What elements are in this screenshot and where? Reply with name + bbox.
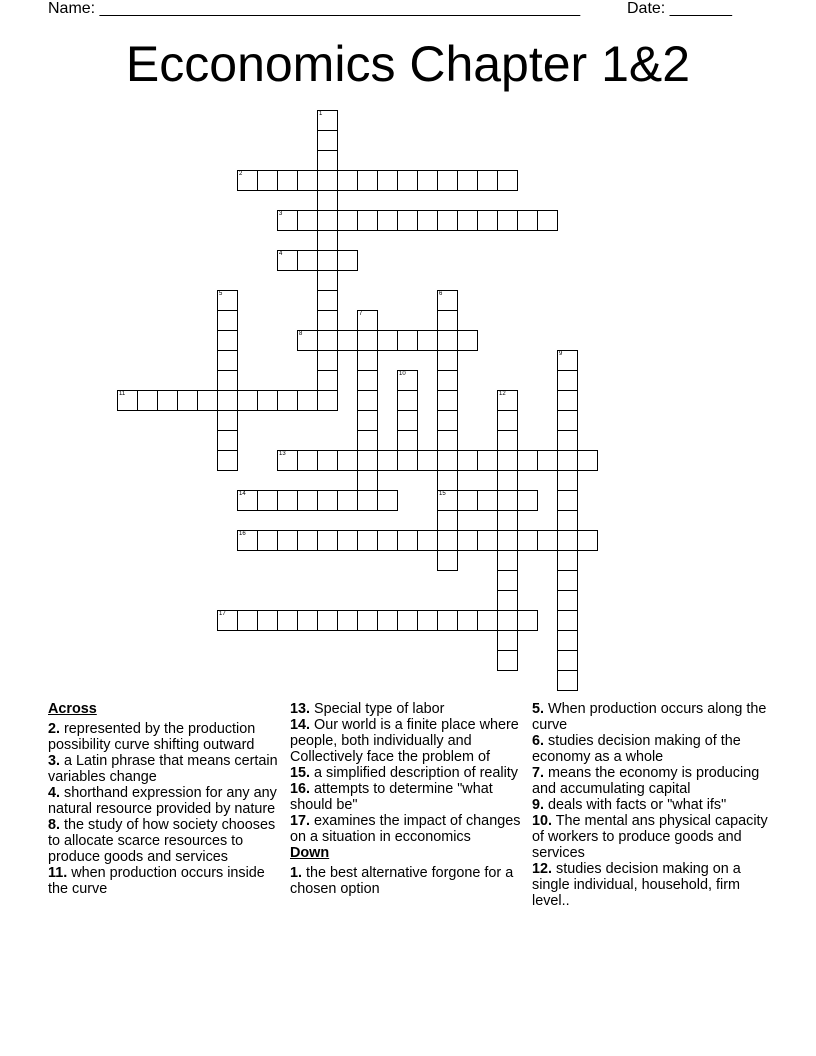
- grid-cell[interactable]: [337, 490, 358, 511]
- grid-cell[interactable]: [517, 210, 538, 231]
- grid-cell[interactable]: [297, 210, 318, 231]
- grid-cell[interactable]: [217, 610, 238, 631]
- grid-cell[interactable]: [477, 450, 498, 471]
- grid-cell[interactable]: [397, 410, 418, 431]
- grid-cell[interactable]: [397, 390, 418, 411]
- grid-cell[interactable]: [437, 370, 458, 391]
- grid-cell[interactable]: [497, 210, 518, 231]
- grid-cell[interactable]: [537, 210, 558, 231]
- clue-number: 3: [279, 211, 283, 217]
- grid-cell[interactable]: [457, 610, 478, 631]
- clue-down-12: 12. studies decision making on a single individual, household, firm level..: [532, 861, 741, 909]
- grid-cell[interactable]: [277, 170, 298, 191]
- grid-cell[interactable]: [497, 630, 518, 651]
- grid-cell[interactable]: [317, 250, 338, 271]
- grid-cell[interactable]: [417, 530, 438, 551]
- grid-cell[interactable]: [397, 170, 418, 191]
- grid-cell[interactable]: [357, 450, 378, 471]
- grid-cell[interactable]: [517, 610, 538, 631]
- grid-cell[interactable]: [557, 530, 578, 551]
- grid-cell[interactable]: [357, 370, 378, 391]
- grid-cell[interactable]: [417, 450, 438, 471]
- grid-cell[interactable]: [237, 490, 258, 511]
- grid-cell[interactable]: [497, 390, 518, 411]
- grid-cell[interactable]: [497, 410, 518, 431]
- clue-number: 1: [319, 111, 323, 117]
- clue-across-8: 8. the study of how society chooses to allocate scarce resources to produce goods and services: [48, 817, 276, 865]
- grid-cell[interactable]: [217, 450, 238, 471]
- grid-cell[interactable]: [437, 610, 458, 631]
- grid-cell[interactable]: [557, 630, 578, 651]
- grid-cell[interactable]: [317, 230, 338, 251]
- grid-cell[interactable]: [497, 510, 518, 531]
- grid-cell[interactable]: [497, 590, 518, 611]
- grid-cell[interactable]: [297, 610, 318, 631]
- grid-cell[interactable]: [317, 310, 338, 331]
- grid-cell[interactable]: [317, 130, 338, 151]
- grid-cell[interactable]: [377, 210, 398, 231]
- grid-cell[interactable]: [437, 310, 458, 331]
- grid-cell[interactable]: [277, 450, 298, 471]
- grid-cell[interactable]: [337, 530, 358, 551]
- grid-cell[interactable]: [497, 530, 518, 551]
- grid-cell[interactable]: [257, 610, 278, 631]
- grid-cell[interactable]: [557, 550, 578, 571]
- grid-cell[interactable]: [437, 330, 458, 351]
- grid-cell[interactable]: [497, 490, 518, 511]
- grid-cell[interactable]: [277, 530, 298, 551]
- grid-cell[interactable]: [457, 450, 478, 471]
- clue-across-2: 2. represented by the production possibility curve shifting outward: [48, 721, 256, 753]
- grid-cell[interactable]: [517, 530, 538, 551]
- grid-cell[interactable]: [437, 390, 458, 411]
- grid-cell[interactable]: [557, 470, 578, 491]
- grid-cell[interactable]: [317, 350, 338, 371]
- clue-number: 9: [559, 351, 563, 357]
- grid-cell[interactable]: [477, 530, 498, 551]
- grid-cell[interactable]: [377, 530, 398, 551]
- grid-cell[interactable]: [257, 390, 278, 411]
- clue-across-11: 11. when production occurs inside the curve: [48, 865, 265, 897]
- grid-cell[interactable]: [557, 370, 578, 391]
- grid-cell[interactable]: [257, 530, 278, 551]
- date-field[interactable]: Date: _______: [627, 0, 732, 17]
- grid-cell[interactable]: [317, 530, 338, 551]
- grid-cell[interactable]: [237, 530, 258, 551]
- grid-cell[interactable]: [437, 550, 458, 571]
- grid-cell[interactable]: [437, 210, 458, 231]
- clue-down-7: 7. means the economy is producing and accumulating capital: [532, 765, 760, 797]
- grid-cell[interactable]: [237, 610, 258, 631]
- grid-cell[interactable]: [317, 610, 338, 631]
- grid-cell[interactable]: [357, 470, 378, 491]
- clue-number: 2: [239, 171, 243, 177]
- grid-cell[interactable]: [357, 490, 378, 511]
- clue-number: 13: [279, 451, 286, 457]
- grid-cell[interactable]: [357, 390, 378, 411]
- grid-cell[interactable]: [537, 530, 558, 551]
- clue-across-16: 16. attempts to determine "what should be": [290, 781, 493, 813]
- grid-cell[interactable]: [437, 510, 458, 531]
- grid-cell[interactable]: [557, 510, 578, 531]
- grid-cell[interactable]: [557, 570, 578, 591]
- grid-cell[interactable]: [337, 250, 358, 271]
- grid-cell[interactable]: [337, 170, 358, 191]
- grid-cell[interactable]: [397, 450, 418, 471]
- grid-cell[interactable]: [177, 390, 198, 411]
- clue-number: 17: [219, 611, 226, 617]
- grid-cell[interactable]: [417, 210, 438, 231]
- grid-cell[interactable]: [317, 330, 338, 351]
- grid-cell[interactable]: [297, 330, 318, 351]
- grid-cell[interactable]: [477, 610, 498, 631]
- grid-cell[interactable]: [457, 490, 478, 511]
- grid-cell[interactable]: [397, 210, 418, 231]
- grid-cell[interactable]: [297, 450, 318, 471]
- grid-cell[interactable]: [577, 530, 598, 551]
- clue-number: 4: [279, 251, 283, 257]
- grid-cell[interactable]: [557, 450, 578, 471]
- grid-cell[interactable]: [357, 330, 378, 351]
- clue-down-1: 1. the best alternative forgone for a chosen option: [290, 865, 514, 897]
- grid-cell[interactable]: [517, 490, 538, 511]
- grid-cell[interactable]: [437, 470, 458, 491]
- grid-cell[interactable]: [197, 390, 218, 411]
- grid-cell[interactable]: [317, 450, 338, 471]
- grid-cell[interactable]: [557, 410, 578, 431]
- grid-cell[interactable]: [437, 170, 458, 191]
- grid-cell[interactable]: [217, 370, 238, 391]
- grid-cell[interactable]: [377, 610, 398, 631]
- grid-cell[interactable]: [317, 290, 338, 311]
- grid-cell[interactable]: [217, 290, 238, 311]
- grid-cell[interactable]: [437, 350, 458, 371]
- grid-cell[interactable]: [297, 390, 318, 411]
- clue-down-9: 9. deals with facts or "what ifs": [532, 797, 727, 813]
- grid-cell[interactable]: [377, 490, 398, 511]
- grid-cell[interactable]: [217, 330, 238, 351]
- down-heading: Down: [290, 845, 330, 861]
- grid-cell[interactable]: [397, 610, 418, 631]
- clues-column-1: [48, 701, 284, 897]
- grid-cell[interactable]: [277, 250, 298, 271]
- clue-across-17: 17. examines the impact of changes on a situation in ecconomics: [290, 813, 521, 845]
- grid-cell[interactable]: [337, 610, 358, 631]
- grid-cell[interactable]: [357, 170, 378, 191]
- grid-cell[interactable]: [217, 350, 238, 371]
- clue-number: 11: [119, 391, 126, 397]
- grid-cell[interactable]: [557, 390, 578, 411]
- grid-cell[interactable]: [557, 610, 578, 631]
- grid-cell[interactable]: [257, 170, 278, 191]
- grid-cell[interactable]: [337, 450, 358, 471]
- grid-cell[interactable]: [297, 530, 318, 551]
- grid-cell[interactable]: [317, 150, 338, 171]
- grid-cell[interactable]: [317, 210, 338, 231]
- grid-cell[interactable]: [297, 170, 318, 191]
- grid-cell[interactable]: [317, 370, 338, 391]
- clue-down-6: 6. studies decision making of the economy as a whole: [532, 733, 741, 765]
- grid-cell[interactable]: [217, 390, 238, 411]
- grid-cell[interactable]: [457, 330, 478, 351]
- grid-cell[interactable]: [397, 430, 418, 451]
- clue-number: 12: [499, 391, 506, 397]
- grid-cell[interactable]: [497, 650, 518, 671]
- grid-cell[interactable]: [557, 350, 578, 371]
- grid-cell[interactable]: [477, 210, 498, 231]
- grid-cell[interactable]: [497, 550, 518, 571]
- grid-cell[interactable]: [517, 450, 538, 471]
- grid-cell[interactable]: [557, 490, 578, 511]
- grid-cell[interactable]: [417, 330, 438, 351]
- clue-number: 5: [219, 291, 223, 297]
- grid-cell[interactable]: [437, 430, 458, 451]
- clues-column-3: [532, 701, 768, 909]
- grid-cell[interactable]: [397, 530, 418, 551]
- clues-column-2: [290, 701, 526, 897]
- grid-cell[interactable]: [437, 410, 458, 431]
- grid-cell[interactable]: [337, 330, 358, 351]
- grid-cell[interactable]: [277, 390, 298, 411]
- grid-cell[interactable]: [557, 430, 578, 451]
- grid-cell[interactable]: [217, 430, 238, 451]
- grid-cell[interactable]: [357, 530, 378, 551]
- grid-cell[interactable]: [437, 490, 458, 511]
- grid-cell[interactable]: [457, 170, 478, 191]
- grid-cell[interactable]: [317, 390, 338, 411]
- clue-down-10: 10. The mental ans physical capacity of workers to produce goods and services: [532, 813, 768, 861]
- grid-cell[interactable]: [357, 410, 378, 431]
- grid-cell[interactable]: [217, 310, 238, 331]
- clue-number: 16: [239, 531, 246, 537]
- grid-cell[interactable]: [377, 170, 398, 191]
- grid-cell[interactable]: [357, 310, 378, 331]
- grid-cell[interactable]: [117, 390, 138, 411]
- clue-number: 6: [439, 291, 443, 297]
- grid-cell[interactable]: [557, 670, 578, 691]
- grid-cell[interactable]: [357, 350, 378, 371]
- clue-number: 7: [359, 311, 363, 317]
- grid-cell[interactable]: [437, 530, 458, 551]
- grid-cell[interactable]: [357, 610, 378, 631]
- grid-cell[interactable]: [297, 250, 318, 271]
- clue-number: 8: [299, 331, 303, 337]
- grid-cell[interactable]: [497, 570, 518, 591]
- grid-cell[interactable]: [457, 530, 478, 551]
- across-heading: Across: [48, 701, 97, 717]
- grid-cell[interactable]: [237, 170, 258, 191]
- grid-cell[interactable]: [237, 390, 258, 411]
- clue-number: 10: [399, 371, 406, 377]
- grid-cell[interactable]: [497, 610, 518, 631]
- clue-down-5: 5. When production occurs along the curve: [532, 701, 767, 733]
- grid-cell[interactable]: [357, 430, 378, 451]
- grid-cell[interactable]: [297, 490, 318, 511]
- grid-cell[interactable]: [317, 270, 338, 291]
- grid-cell[interactable]: [377, 330, 398, 351]
- grid-cell[interactable]: [277, 210, 298, 231]
- clue-across-15: 15. a simplified description of reality: [290, 765, 518, 781]
- clue-across-3: 3. a Latin phrase that means certain variables change: [48, 753, 278, 785]
- puzzle-title: Ecconomics Chapter 1&2: [125, 36, 691, 92]
- grid-cell[interactable]: [437, 290, 458, 311]
- grid-cell[interactable]: [397, 330, 418, 351]
- grid-cell[interactable]: [317, 170, 338, 191]
- grid-cell[interactable]: [317, 490, 338, 511]
- grid-cell[interactable]: [357, 210, 378, 231]
- grid-cell[interactable]: [497, 170, 518, 191]
- grid-cell[interactable]: [557, 650, 578, 671]
- grid-cell[interactable]: [497, 470, 518, 491]
- name-field[interactable]: Name: ______________________________________________________: [48, 0, 581, 17]
- grid-cell[interactable]: [437, 450, 458, 471]
- clue-number: 14: [239, 491, 246, 497]
- grid-cell[interactable]: [417, 170, 438, 191]
- grid-cell[interactable]: [477, 490, 498, 511]
- grid-cell[interactable]: [317, 110, 338, 131]
- grid-cell[interactable]: [537, 450, 558, 471]
- grid-cell[interactable]: [217, 410, 238, 431]
- grid-cell[interactable]: [497, 450, 518, 471]
- grid-cell[interactable]: [377, 450, 398, 471]
- clue-number: 15: [439, 491, 446, 497]
- grid-cell[interactable]: [557, 590, 578, 611]
- grid-cell[interactable]: [397, 370, 418, 391]
- grid-cell[interactable]: [277, 490, 298, 511]
- clue-across-4: 4. shorthand expression for any any natural resource provided by nature: [48, 785, 277, 817]
- clue-across-13: 13. Special type of labor: [290, 701, 445, 717]
- grid-cell[interactable]: [257, 490, 278, 511]
- grid-cell[interactable]: [477, 170, 498, 191]
- grid-cell[interactable]: [337, 210, 358, 231]
- grid-cell[interactable]: [417, 610, 438, 631]
- clue-across-14: 14. Our world is a finite place where people, both individually and Collectively face the problem of: [290, 717, 519, 765]
- grid-cell[interactable]: [317, 190, 338, 211]
- grid-cell[interactable]: [277, 610, 298, 631]
- grid-cell[interactable]: [157, 390, 178, 411]
- grid-cell[interactable]: [577, 450, 598, 471]
- grid-cell[interactable]: [497, 430, 518, 451]
- grid-cell[interactable]: [457, 210, 478, 231]
- grid-cell[interactable]: [137, 390, 158, 411]
